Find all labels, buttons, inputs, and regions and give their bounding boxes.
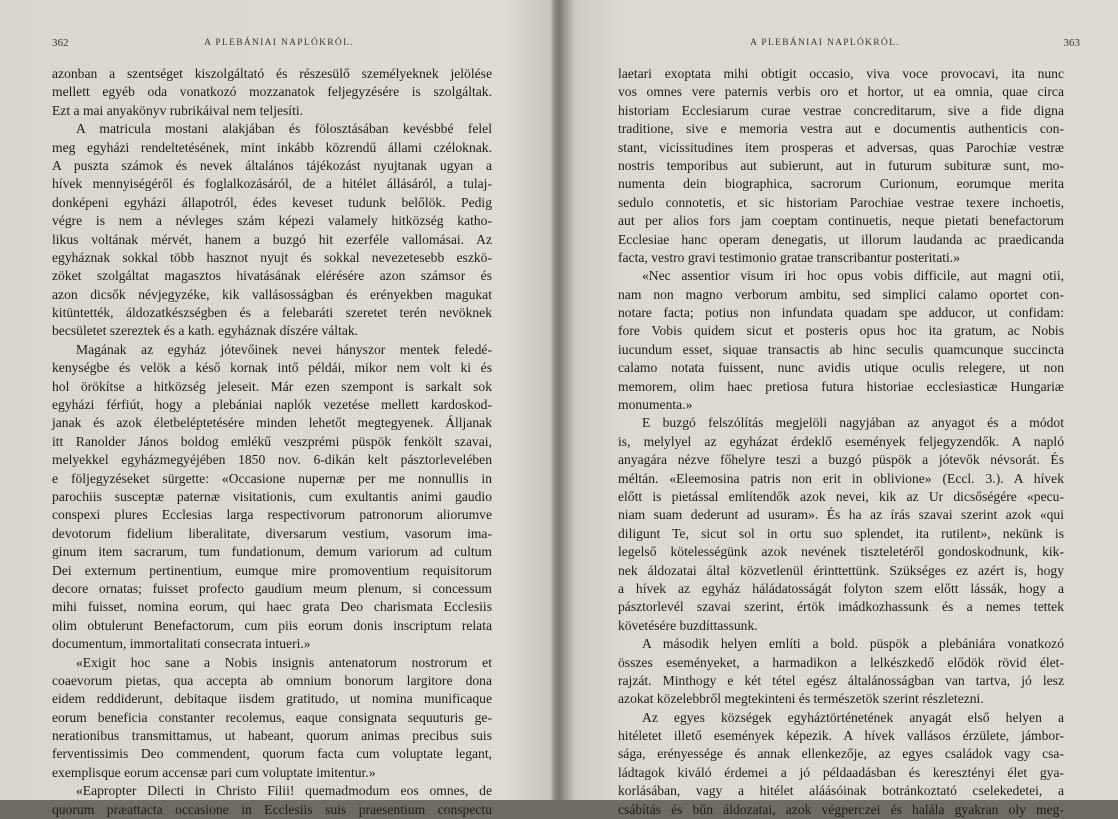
text-line: mellett egyéb oda vonatkozó mozzanatok feljegyzésére is szolgáltak. — [52, 84, 492, 100]
text-line: monumenta.» — [618, 397, 693, 413]
text-line: stant, vicissitudines item prosperas et adversas, quas Parochiæ vestræ — [618, 139, 1064, 155]
text-line: hol örökítse a hitközség jeleseit. Már ezen szempont is sarkalt sok — [52, 378, 492, 394]
text-line: nam non magno verborum ambitu, sed simplici calamo oportet con- — [618, 286, 1064, 302]
page-number: 362 — [52, 37, 69, 49]
text-line: decore ornatas; fuisset profecto gaudium meum plenum, si concessum — [52, 580, 492, 596]
page-text — [52, 65, 492, 819]
text-line: «Exigit hoc sane a Nobis insignis antenatorum nostrorum et — [76, 654, 492, 670]
text-line: csábítás és bűn áldozatai, azok végperczei és halála gyakran oly meg- — [618, 801, 1064, 817]
text-line: «Nec assentior visum iri hoc opus vobis difficile, aut magni otii, — [642, 268, 1064, 284]
text-line: egyházi férfiút, hogy a plebániai naplók vezetése mellett kardoskod- — [52, 397, 492, 413]
text-line: devotorum fidelium liberalitate, diversarum vestium, vasorum ima- — [52, 525, 492, 541]
text-line: azon dicsők névjegyzéke, kik vallásosságban és erényekben magukat — [52, 286, 492, 302]
text-line: niam suam dederunt ad usuram». És ha az írás szavai szerint azok «qui — [618, 507, 1064, 523]
text-line: facta, vestro gravi testimonio gratae transcribantur posteritati.» — [618, 249, 960, 265]
text-line: janak és azok életbeléptetésére minden lehetőt megtegyenek. Álljanak — [52, 415, 492, 431]
text-line: aut per alios fors jam coeptam continuetis, neque pietati benefactorum — [618, 213, 1064, 229]
text-line: A matricula mostani alakjában és fölosztásában kevésbbé felel — [76, 121, 492, 137]
text-line: rajzát. Minthogy e két tétel egész általánosságban van tartva, jó lesz — [618, 672, 1064, 688]
page-text — [618, 65, 1064, 819]
text-line: «Eapropter Dilecti in Christo Filii! quemadmodum eos omnes, de — [76, 783, 492, 799]
text-line: notare facta; potius non infundata quadam spe adducor, ut confidam: — [618, 305, 1064, 321]
text-line: nerationibus transmittamus, ut habeant, quorum animas precibus suis — [52, 728, 492, 744]
text-line: ferventissimis Deo commendent, quorum facta cum voluptate legant, — [52, 746, 492, 762]
text-line: vos omnes vere paternis verbis oro et hortor, ut ea omnia, quae circa — [618, 84, 1064, 100]
text-line: hitéletet illető események képezik. A hívek vallásos érzülete, jámbor- — [618, 728, 1064, 744]
text-line: parochiis susceptæ paternæ visitationis, cum exultantis animi gaudio — [52, 488, 492, 504]
text-line: összes eseményeket, a harmadikon a lelkészkedő elődök rövid élet- — [618, 654, 1064, 670]
text-line: eidem reddiderunt, debitaque iisdem gratitudo, ut nomina munificaque — [52, 691, 492, 707]
running-title: A PLEBÁNIAI NAPLÓKRÓL. — [750, 38, 900, 48]
text-line: A puszta számok és nevek általános tájékozást nyujtanak ugyan a — [52, 157, 492, 173]
text-line: iucundum esset, siquae transactis ab hinc seculis quamcunque succincta — [618, 341, 1064, 357]
text-line: donképeni egyházi állapotról, édes keveset tudunk belőlök. Pedig — [52, 194, 492, 210]
text-line: a hívek az egyház háládatosságát folyton szem előtt lássák, hogy a — [618, 580, 1064, 596]
text-line: becsületet szereztek és a kath. egyháznak díszére váltak. — [52, 323, 359, 339]
text-line: azonban a szentséget kiszolgáltató és részesülő személyeknek jelölése — [52, 66, 492, 81]
text-line: meg egyházi rendeltetésének, mint inkább közrendű állami czéloknak. — [52, 139, 492, 155]
text-line: Az egyes községek egyháztörténetének anyagát első helyen a — [642, 709, 1064, 725]
text-line: fore Vobis quidem sicut et posteris opus hoc ita gratum, ac Nobis — [618, 323, 1064, 339]
text-line: laetari exoptata mihi obtigit occasio, viva voce provocavi, ita nunc — [618, 66, 1064, 81]
page-number: 363 — [1063, 37, 1080, 49]
text-line: Dei externum pertinentium, eumque mire promoventium requisitorum — [52, 562, 492, 578]
text-line: coaevorum pietas, qua accepta ab omnium bonorum largitore dona — [52, 672, 492, 688]
text-line: korlásában, vagy a hitélet aláásóinak botránkoztató cselekedetei, a — [618, 783, 1064, 799]
text-line: nek áldozatai által közvetlenül érinttettünk. Szükséges ez azért is, hogy — [618, 562, 1064, 578]
text-line: itt Ranolder János boldog emlékű veszprémi püspök fenkölt szavai, — [52, 433, 492, 449]
text-line: végre is nem a névleges szám képezi valamely hitközség katho- — [52, 213, 492, 229]
text-line: ginum item sacrarum, tum fundationum, demum variorum ad cultum — [52, 544, 492, 560]
text-line: pásztorlevél szavai szerint, értök imádkozhassunk és a nemes tettek — [618, 599, 1064, 615]
running-title: A PLEBÁNIAI NAPLÓKRÓL. — [204, 38, 354, 48]
text-line: e följegyzéseket sürgette: «Occasione nupernæ per me nonnullis in — [52, 470, 492, 486]
running-head — [0, 37, 548, 53]
text-line: anyagára nézve főhelyre teszi a buzgó püspök a jótevők névsorát. És — [618, 452, 1064, 468]
text-line: egyháznak sokkal több hasznot nyujt és sokkal nevezetesebb eszkö- — [52, 249, 492, 265]
right-page — [562, 0, 1118, 817]
text-line: hívek mennyiségéről és foglalkozásáról, de a hitélet állásáról, a tulaj- — [52, 176, 492, 192]
running-head — [562, 37, 1118, 53]
text-line: ládtagok kiváló érdemei a jó példaadásban és keresztényi élet gya- — [618, 764, 1064, 780]
text-line: nostris temporibus aut subierunt, aut in futurum subituræ sunt, mo- — [618, 157, 1064, 173]
text-line: Ezt a mai anyakönyv rubrikáival nem teljesíti. — [52, 102, 304, 118]
text-line: követésére buzdíttassunk. — [618, 617, 758, 633]
text-line: exemplisque eorum accensæ pari cum voluptate imitentur.» — [52, 764, 376, 780]
text-line: sedulo connotetis, et sic historiam Parochiae vestrae texere inchoetis, — [618, 194, 1064, 210]
text-line: E buzgó felszólítás megjelöli nagyjában az anyagot és a módot — [642, 415, 1064, 431]
text-line: előtt is pietással említendők azok nevei, kik az Ur dicsőségére «pecu- — [618, 488, 1064, 504]
text-line: is, melylyel az egyházat érdeklő események feljegyzendők. A napló — [618, 433, 1064, 449]
text-line: olim obtulerunt Benefactorum, cum piis eorum donis inscriptum relata — [52, 617, 492, 633]
text-line: historiam Ecclesiarum curae vestrae concreditarum, sive a fide digna — [618, 102, 1064, 118]
text-line: Ecclesiae hanc operam denegatis, ut illorum laudanda ac praedicanda — [618, 231, 1064, 247]
text-line: calamo notata fuissent, nunc avidis utique oculis relegere, ut non — [618, 360, 1064, 376]
text-line: kenységbe és velök a késő kornak intő példái, mikor nem volt ki és — [52, 360, 492, 376]
text-line: quorum præattacta occasione in Ecclesiis suis praesentium conspectu — [52, 801, 492, 817]
text-line: melyekkel egyházmegyéjében 1850 nov. 6-dikán kelt pásztorlevelében — [52, 452, 492, 468]
text-line: kitüntették, áldozatkészségben és a felebaráti szeretet terén nevöknek — [52, 305, 492, 321]
text-line: traditione, sive e memoria vestra aut e documentis authenticis con- — [618, 121, 1064, 137]
text-line: diligunt Te, sicut sol in ortu suo splendet, ita rutilent», nekünk is — [618, 525, 1064, 541]
text-line: documentum, immortalitati consecrata intueri.» — [52, 636, 311, 652]
text-line: legelső kötelességünk azok nevének tiszteletéről gondoskodnunk, kik- — [618, 544, 1064, 560]
text-line: sága, erényessége és annak ellenkezője, az egyes családok vagy csa- — [618, 746, 1064, 762]
text-line: memorem, olim haec pretiosa futura historiae ecclesiasticæ Hungariæ — [618, 378, 1064, 394]
text-line: méltán. «Eleemosina patris non erit in oblivione» (Eccl. 3.). A hívek — [618, 470, 1064, 486]
text-line: A második helyen említi a bold. püspök a plebániára vonatkozó — [642, 636, 1064, 652]
text-line: likus voltának mérvét, hanem a buzgó hit ezerféle vallomásai. Az — [52, 231, 492, 247]
text-line: eorum beneficia constanter recolemus, eaque consignata sequuturis ge- — [52, 709, 492, 725]
text-line: conspexi plures Ecclesias larga respectivorum patronorum aliorumve — [52, 507, 492, 523]
text-line: numenta dein biographica, sacrorum Curionum, eorumque merita — [618, 176, 1064, 192]
text-line: zöket szolgáltat magasztos hivatásának elérésére azon számsor és — [52, 268, 492, 284]
left-page — [0, 0, 548, 817]
text-line: azokat közelebbről megtekinteni és természetök szerint részletezni. — [618, 691, 984, 707]
text-line: Magának az egyház jótevőinek nevei hányszor mentek feledé- — [76, 341, 492, 357]
text-line: mihi fuisset, nomina eorum, qui haec grata Deo charismata Ecclesiis — [52, 599, 492, 615]
